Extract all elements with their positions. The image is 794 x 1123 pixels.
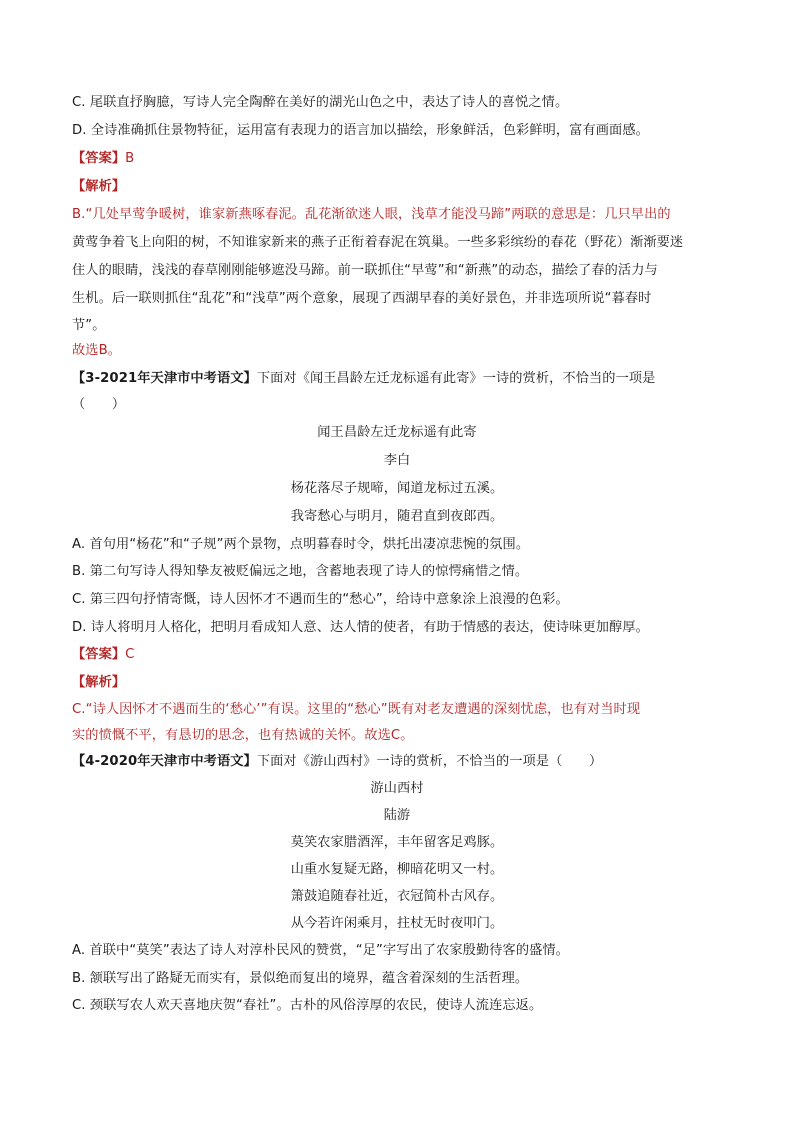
- option-b-q3: B. 第二句写诗人得知挚友被贬偏远之地，含蓄地表现了诗人的惊愕痛惜之情。: [72, 564, 529, 579]
- analysis-line: 黄莺争着飞上向阳的树，不知谁家新来的燕子正衔着春泥在筑巢。一些多彩缤纷的春花（野花）渐渐要迷: [72, 235, 684, 250]
- analysis-tag-q2: [72, 174, 722, 201]
- analysis-tag-q3: [72, 670, 722, 697]
- analysis-tag: 【解析】: [72, 675, 126, 690]
- answer-value: B: [125, 151, 135, 166]
- answer-tag: 【答案】: [72, 647, 126, 662]
- option-a-q3: A. 首句用“杨花”和“子规”两个景物，点明暮春时令，烘托出凄凉悲惋的氛围。: [72, 537, 530, 552]
- answer-line-q2: [72, 146, 722, 173]
- poem-line: 杨花落尽子规啼，闻道龙标过五溪。: [290, 481, 504, 496]
- analysis-line: 节”。: [72, 318, 106, 333]
- analysis-line: 实的愤慨不平，有恳切的思念，也有热诚的关怀。故选C。: [72, 728, 414, 743]
- analysis-line: 生机。后一联则抓住“乱花”和“浅草”两个意象，展现了西湖早春的美好景色，并非选项所说“暮春时: [72, 291, 652, 306]
- question-3-paren: （ ）: [72, 397, 126, 412]
- question-4-stem: 下面对《游山西村》一诗的赏析，不恰当的一项是（ ）: [256, 754, 603, 769]
- question-3-stem: 下面对《闻王昌龄左迁龙标遥有此寄》一诗的赏析，不恰当的一项是: [256, 371, 656, 386]
- poem-line: 莫笑农家腊酒浑，丰年留客足鸡豚。: [290, 835, 504, 850]
- question-4-header: [72, 749, 722, 776]
- option-a-q4: A. 首联中“莫笑”表达了诗人对淳朴民风的赞赏，“足”字写出了农家殷勤待客的盛情。: [72, 943, 569, 958]
- analysis-line: 住人的眼睛，浅浅的春草刚刚能够遮没马蹄。前一联抓住“早莺”和“新燕”的动态，描绘了春的活力与: [72, 263, 658, 278]
- option-b-q4: B. 颔联写出了路疑无而实有，景似绝而复出的境界，蕴含着深刻的生活哲理。: [72, 971, 529, 986]
- option-d-q2: D. 全诗准确抓住景物特征，运用富有表现力的语言加以描绘，形象鲜活，色彩鲜明，富有画面感。: [72, 123, 649, 138]
- question-4-tag: 【4-2020年天津市中考语文】: [72, 754, 257, 769]
- option-c-q3: C. 第三四句抒情寄慨，诗人因怀才不遇而生的“愁心”，给诗中意象涂上浪漫的色彩。: [72, 592, 569, 607]
- option-c-q4: C. 颈联写农人欢天喜地庆贺“春社”。古朴的风俗淳厚的农民，使诗人流连忘返。: [72, 998, 543, 1013]
- poem-line: 从今若许闲乘月，拄杖无时夜叩门。: [290, 916, 504, 931]
- poem-title: 游山西村: [370, 781, 424, 796]
- answer-value: C: [125, 647, 135, 662]
- question-3-tag: 【3-2021年天津市中考语文】: [72, 371, 257, 386]
- analysis-line: B.“几处早莺争暖树，谁家新燕啄春泥。乱花渐欲迷人眼，浅草才能没马蹄”两联的意思是：几只早出的: [72, 207, 671, 222]
- poem-author: 李白: [383, 453, 411, 468]
- poem-line: 箫鼓追随春社近，衣冠简朴古风存。: [290, 889, 504, 904]
- poem-line: 我寄愁心与明月，随君直到夜郎西。: [290, 509, 504, 524]
- option-c-q2: C. 尾联直抒胸臆，写诗人完全陶醉在美好的湖光山色之中，表达了诗人的喜悦之情。: [72, 95, 569, 110]
- poem-title: 闻王昌龄左迁龙标遥有此寄: [317, 425, 477, 440]
- conclusion-q2: 故选B。: [72, 343, 122, 358]
- question-3-header: [72, 366, 722, 393]
- poem-line: 山重水复疑无路，柳暗花明又一村。: [290, 862, 504, 877]
- answer-line-q3: [72, 642, 722, 669]
- analysis-tag: 【解析】: [72, 179, 126, 194]
- option-d-q3: D. 诗人将明月人格化，把明月看成知人意、达人情的使者，有助于情感的表达，使诗味更加醇厚。: [72, 620, 649, 635]
- answer-tag: 【答案】: [72, 151, 126, 166]
- poem-author: 陆游: [383, 808, 411, 823]
- analysis-line: C.“诗人因怀才不遇而生的‘愁心’”有误。这里的“愁心”既有对老友遭遇的深刻忧虑，也有对当时现: [72, 702, 641, 717]
